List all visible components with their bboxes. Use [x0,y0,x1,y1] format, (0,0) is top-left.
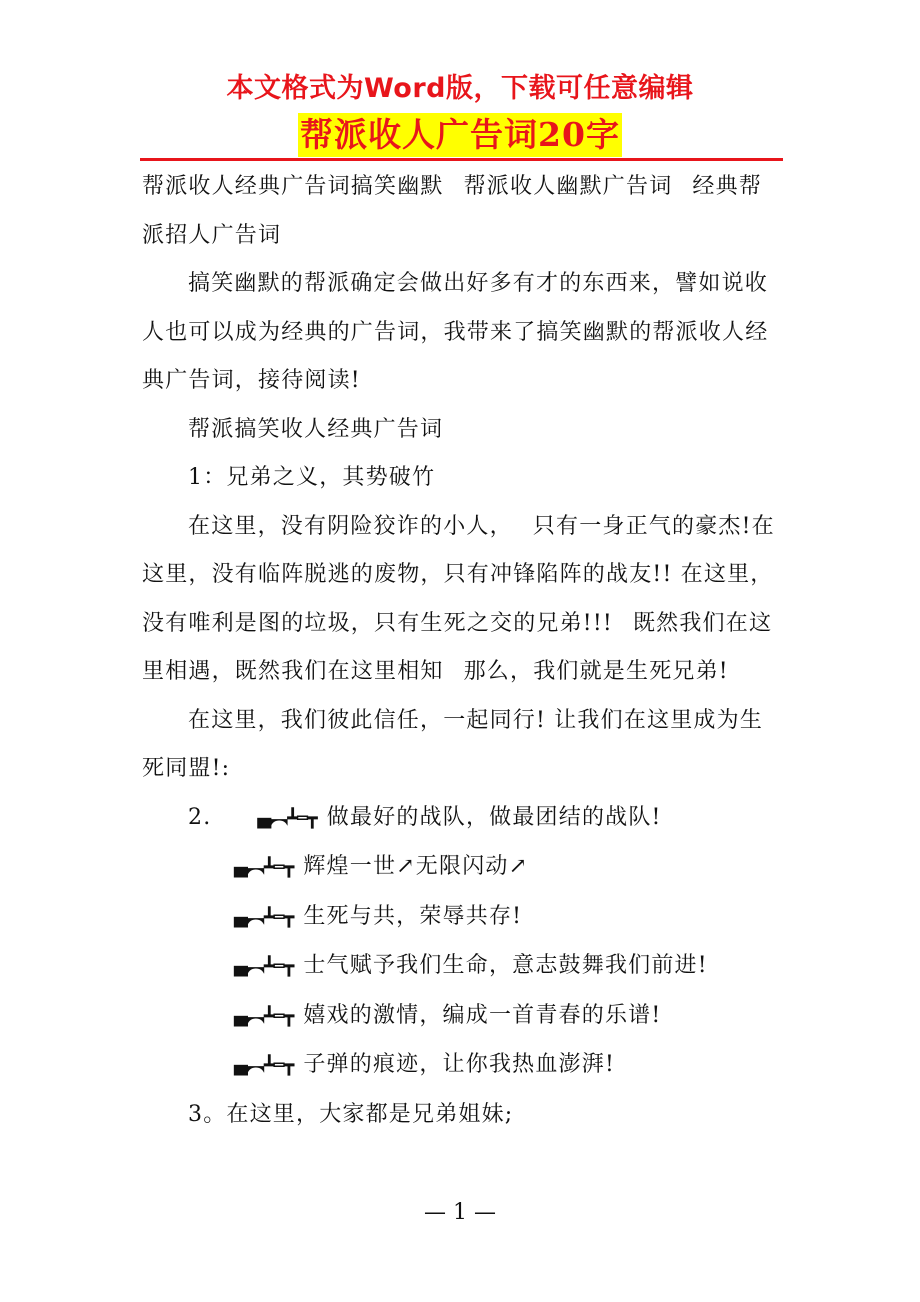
format-banner: 本文格式为Word版，下载可任意编辑 [226,73,694,104]
gun-logo-icon: ▄︻┻═┳ [234,1055,294,1076]
slogan-text: 做最好的战队，做最团结的战队! [326,804,662,830]
item1-heading: 1：兄弟之义，其势破竹 [188,465,436,490]
subtitle-b: 帮派收人幽默广告词 [463,174,673,199]
item1-paragraph-2: 在这里，我们彼此信任，一起同行! 让我们在这里成为生死同盟!: [142,707,764,781]
slogan-line [142,893,782,943]
item1-p1-a: 在这里，没有阴险狡诈的小人， [188,513,513,539]
slogan-line [142,1041,782,1091]
slogan-line [142,794,782,844]
subtitle-line [142,163,782,260]
slogan-text: 生死与共，荣辱共存! [303,903,523,929]
document-title: 帮派收人广告词20字 [298,113,622,157]
subtitle-a: 帮派收人经典广告词搞笑幽默 [142,174,444,199]
section-heading: 帮派搞笑收人经典广告词 [188,416,444,442]
slogan-line [142,942,782,992]
document-body [142,163,782,1139]
slogan-text: 子弹的痕迹，让你我热血澎湃! [303,1052,616,1077]
item1-p1-c: 既然我们在这里相遇，既然我们在这里相知 [142,610,773,684]
slogan-line [142,843,782,893]
item3-line: 3。在这里，大家都是兄弟姐妹; [188,1101,514,1127]
item1-paragraph-1 [142,503,782,697]
slogan-line [142,992,782,1042]
gun-logo-icon: ▄︻┻═┳ [234,1005,294,1027]
intro-paragraph: 搞笑幽默的帮派确定会做出好多有才的东西来，譬如说收人也可以成为经典的广告词，我带来了搞笑幽默的帮派收人经典广告词，接待阅读! [142,271,769,393]
gun-logo-icon: ▄︻┻═┳ [234,906,294,928]
title-wrap [0,113,920,157]
item2-number: 2. [188,804,212,830]
gun-logo-icon: ▄︻┻═┳ [257,807,317,829]
title-divider [140,158,783,161]
gun-logo-icon: ▄︻┻═┳ [234,956,294,977]
slogan-text: 辉煌一世↗无限闪动↗ [303,854,529,879]
item1-p1-b: 只有一身正气的豪杰!在这里，没有临阵脱逃的废物，只有冲锋陷阵的战友!! 在这里，没有唯利是图的垃圾，只有生死之交的兄弟!!! [142,513,775,636]
page-number: — 1 — [424,1200,496,1225]
slogan-text: 士气赋予我们生命，意志鼓舞我们前进! [303,953,708,978]
item1-p1-d: 那么，我们就是生死兄弟! [463,659,729,684]
subtitle-c: 经典帮派招人广告词 [142,174,763,248]
slogan-text: 嬉戏的激情，编成一首青春的乐谱! [303,1002,662,1028]
gun-logo-icon: ▄︻┻═┳ [234,857,294,878]
